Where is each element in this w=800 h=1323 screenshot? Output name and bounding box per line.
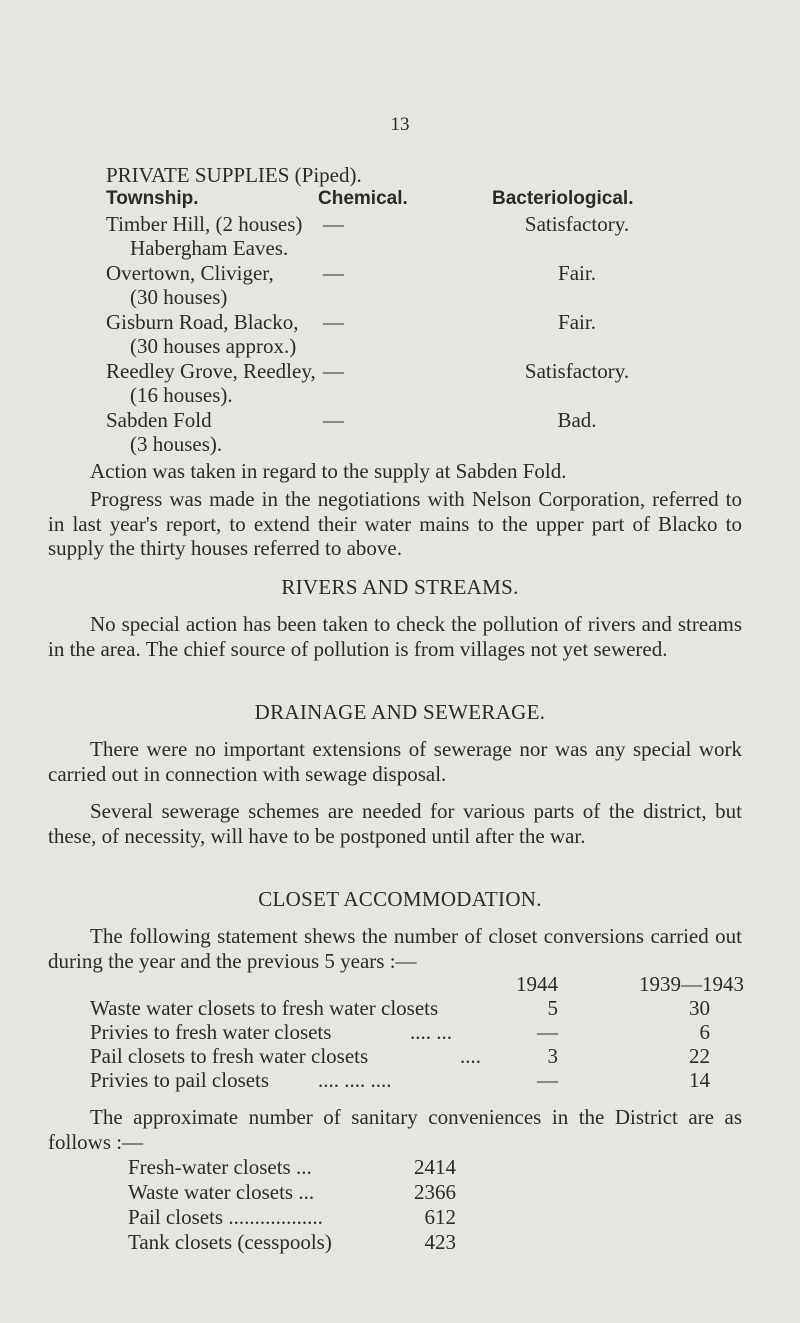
total-label: Fresh-water closets ... — [128, 1155, 312, 1179]
chemical-result: — — [323, 408, 344, 432]
dot-leader: .... — [460, 1044, 481, 1068]
header-bacteriological: Bacteriological. — [492, 188, 634, 209]
value-1944: 3 — [547, 1044, 558, 1068]
header-township: Township. — [106, 188, 199, 209]
bacteriological-result: Fair. — [558, 310, 596, 334]
heading-rivers-and-streams: RIVERS AND STREAMS. — [281, 575, 519, 599]
township-detail: (30 houses) — [130, 285, 228, 309]
total-value: 612 — [424, 1205, 456, 1229]
township-name: Gisburn Road, Blacko, — [106, 310, 299, 334]
action-note-text: Action was taken in regard to the supply at Sabden Fold. — [90, 459, 567, 483]
drainage-paragraph-2-text: Several sewerage schemes are needed for various parts of the district, but these, of necessity, will have to be postponed until after the war. — [48, 799, 742, 848]
chemical-result: — — [323, 359, 344, 383]
rivers-paragraph — [48, 612, 742, 661]
value-1939-1943: 14 — [689, 1068, 710, 1092]
township-detail: (30 houses approx.) — [130, 334, 297, 358]
header-chemical: Chemical. — [318, 188, 408, 209]
township-detail: Habergham Eaves. — [130, 236, 289, 260]
value-1944: 5 — [547, 996, 558, 1020]
total-label: Tank closets (cesspools) — [128, 1230, 332, 1254]
drainage-paragraph-2 — [48, 799, 742, 848]
drainage-paragraph-1 — [48, 737, 742, 786]
closets-intro-text: The following statement shews the number of closet conversions carried out during the year and the previous 5 years :— — [48, 924, 742, 973]
conversion-label: Privies to fresh water closets — [90, 1020, 332, 1044]
bacteriological-result: Satisfactory. — [524, 212, 630, 236]
drainage-paragraph-1-text: There were no important extensions of sewerage nor was any special work carried out in connection with sewage disposal. — [48, 737, 742, 786]
bacteriological-result: Satisfactory. — [524, 359, 630, 383]
township-name: Reedley Grove, Reedley, — [106, 359, 316, 383]
chemical-result: — — [323, 212, 344, 236]
total-value: 423 — [424, 1230, 456, 1254]
conversion-label: Waste water closets to fresh water closets — [90, 996, 439, 1020]
column-header-1939-1943: 1939—1943 — [639, 972, 744, 996]
township-name: Timber Hill, (2 houses) — [106, 212, 303, 236]
rivers-paragraph-text: No special action has been taken to check the pollution of rivers and streams in the area. The chief source of pollution is from villages not yet sewered. — [48, 612, 742, 661]
total-label: Waste water closets ... — [128, 1180, 315, 1204]
heading-closet-accommodation: CLOSET ACCOMMODATION. — [258, 887, 542, 911]
conversion-label: Pail closets to fresh water closets — [90, 1044, 369, 1068]
approx-intro — [48, 1105, 742, 1154]
action-note — [48, 459, 742, 484]
value-1939-1943: 30 — [689, 996, 710, 1020]
value-1944: — — [537, 1068, 558, 1092]
value-1944: — — [537, 1020, 558, 1044]
township-name: Sabden Fold — [106, 408, 212, 432]
page-number: 13 — [390, 114, 410, 135]
bacteriological-result: Bad. — [557, 408, 597, 432]
chemical-result: — — [323, 261, 344, 285]
progress-paragraph-text: Progress was made in the negotiations with Nelson Corporation, referred to in last year's report, to extend their water mains to the upper part of Blacko to supply the thirty houses referred to above. — [48, 487, 742, 560]
approx-intro-text: The approximate number of sanitary conveniences in the District are as follows :— — [48, 1105, 742, 1154]
township-detail: (16 houses). — [130, 383, 233, 407]
value-1939-1943: 22 — [689, 1044, 710, 1068]
total-value: 2366 — [414, 1180, 456, 1204]
progress-paragraph — [48, 487, 742, 561]
township-detail: (3 houses). — [130, 432, 223, 456]
dot-leader: .... ... — [410, 1020, 452, 1044]
total-value: 2414 — [414, 1155, 456, 1179]
chemical-result: — — [323, 310, 344, 334]
column-header-1944: 1944 — [516, 972, 558, 996]
value-1939-1943: 6 — [699, 1020, 710, 1044]
bacteriological-result: Fair. — [558, 261, 596, 285]
total-label: Pail closets .................. — [128, 1205, 323, 1229]
heading-drainage-and-sewerage: DRAINAGE AND SEWERAGE. — [254, 700, 546, 724]
closets-intro — [48, 924, 742, 973]
dot-leader: .... .... .... — [318, 1068, 392, 1092]
township-name: Overtown, Cliviger, — [106, 261, 274, 285]
section-title-private-supplies: PRIVATE SUPPLIES (Piped). — [106, 163, 362, 187]
conversion-label: Privies to pail closets — [90, 1068, 270, 1092]
